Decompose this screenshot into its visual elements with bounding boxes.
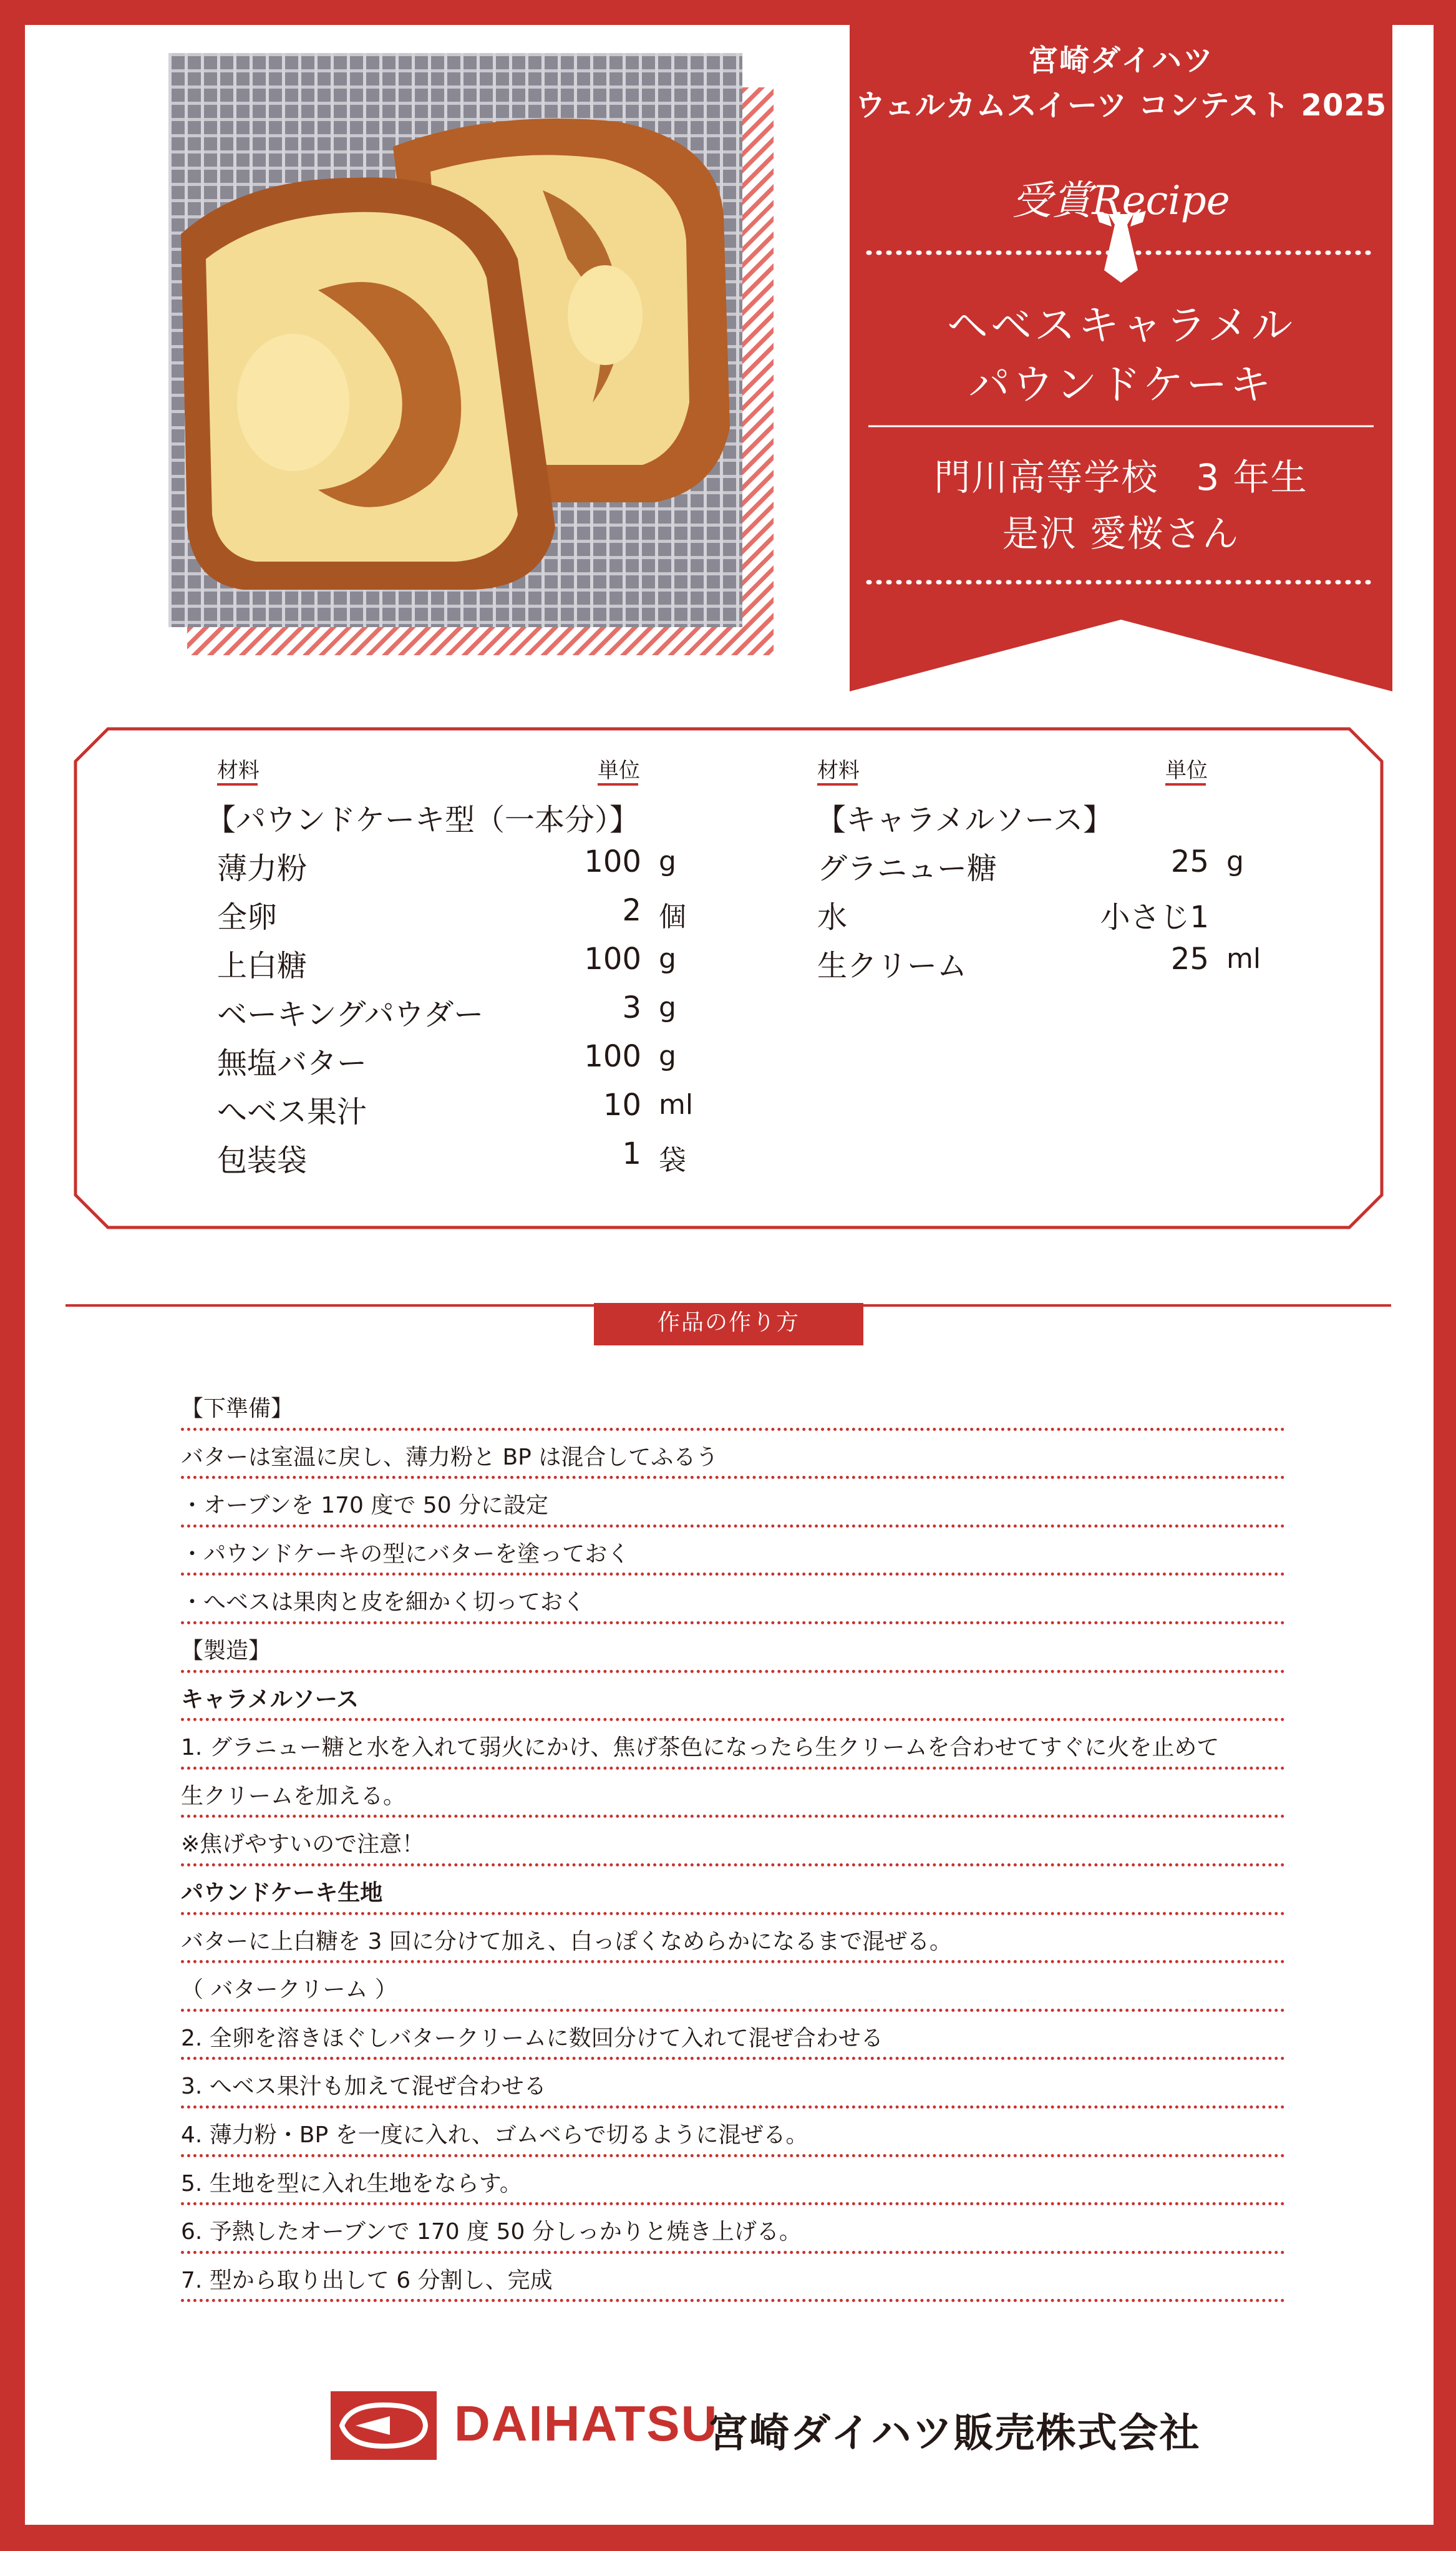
ingredient-qty: 2 xyxy=(622,893,641,928)
step-line: （ バタークリーム ） xyxy=(181,1963,1285,2012)
ingredient-qty: 100 xyxy=(584,844,641,879)
ingredient-qty: 3 xyxy=(622,990,641,1025)
step-subheading: パウンドケーキ生地 xyxy=(181,1866,1285,1915)
frame-top xyxy=(0,0,1456,25)
ingredient-name: 薄力粉 xyxy=(217,851,308,886)
author-name: 是沢 愛桜さん xyxy=(1002,512,1240,555)
ingredients-panel xyxy=(74,727,1384,1229)
ingredient-qty: 25 xyxy=(1170,844,1209,879)
step-line: 3. へベス果汁も加えて混ぜ合わせる xyxy=(181,2060,1285,2109)
frame-right xyxy=(1434,0,1456,2551)
ingredient-qty: 100 xyxy=(584,1039,641,1074)
recipe-title-line1: ヘベスキャラメル xyxy=(946,301,1296,349)
step-line: 6. 予熱したオーブンで 170 度 50 分しっかりと焼き上げる。 xyxy=(181,2205,1285,2254)
step-line: 【製造】 xyxy=(181,1624,1285,1673)
material-label-left: 材料 xyxy=(217,758,260,783)
ingredient-name: 生クリーム xyxy=(817,949,968,983)
ingredient-unit: g xyxy=(659,992,676,1023)
ingredient-heading-right: 【キャラメルソース】 xyxy=(816,802,1114,837)
ingredient-unit: g xyxy=(659,846,676,877)
step-line: 【下準備】 xyxy=(181,1382,1285,1431)
step-line: ・へベスは果肉と皮を細かく切っておく xyxy=(181,1576,1285,1624)
step-line: バターに上白糖を 3 回に分けて加え、白っぽくなめらかになるまで混ぜる。 xyxy=(181,1915,1285,1964)
method-title: 作品の作り方 xyxy=(594,1303,863,1345)
ingredient-name: 上白糖 xyxy=(217,949,308,983)
frame-bottom xyxy=(0,2525,1456,2551)
material-label-right: 材料 xyxy=(817,758,860,783)
brand-wordmark: DAIHATSU xyxy=(454,2396,719,2451)
ingredient-heading-left: 【パウンドケーキ型（一本分）】 xyxy=(206,802,640,837)
step-line: 1. グラニュー糖と水を入れて弱火にかけ、焦げ茶色になったら生クリームを合わせてすぐに火を止めて xyxy=(181,1721,1285,1770)
ingredient-name: グラニュー糖 xyxy=(817,851,997,886)
contest-name-line2: ウェルカムスイーツ コンテスト 2025 xyxy=(855,88,1387,123)
daihatsu-logo-icon xyxy=(331,2391,437,2460)
unit-label-right: 単位 xyxy=(1165,758,1208,783)
ingredient-unit: g xyxy=(1226,846,1244,877)
contest-name-line1: 宮崎ダイハツ xyxy=(1027,43,1215,78)
company-name: 宮崎ダイハツ販売株式会社 xyxy=(708,2411,1201,2457)
step-line: ・パウンドケーキの型にバターを塗っておく xyxy=(181,1528,1285,1576)
ingredient-name: へベス果汁 xyxy=(217,1095,367,1129)
ingredient-name: 水 xyxy=(817,900,848,935)
ingredient-qty: 1 xyxy=(622,1136,641,1171)
ingredient-unit: ml xyxy=(1226,943,1261,975)
step-line: 5. 生地を型に入れ生地をならす。 xyxy=(181,2157,1285,2206)
ingredient-unit: g xyxy=(659,943,676,975)
title-banner xyxy=(850,24,1392,691)
method-steps xyxy=(181,1382,1285,2302)
step-line: ※焦げやすいので注意！ xyxy=(181,1818,1285,1866)
step-line: 生クリームを加える。 xyxy=(181,1770,1285,1818)
step-line: 2. 全卵を溶きほぐしバタークリームに数回分けて入れて混ぜ合わせる xyxy=(181,2012,1285,2061)
ingredient-name: ベーキングパウダー xyxy=(217,997,484,1032)
step-line: ・オーブンを 170 度で 50 分に設定 xyxy=(181,1479,1285,1528)
step-line: 4. 薄力粉・BP を一度に入れ、ゴムベらで切るように混ぜる。 xyxy=(181,2109,1285,2157)
step-line: バターは室温に戻し、薄力粉と BP は混合してふるう xyxy=(181,1431,1285,1480)
ingredient-qty: 100 xyxy=(584,942,641,977)
award-label: 受賞Recipe xyxy=(1012,178,1230,224)
frame-left xyxy=(0,0,25,2551)
cake-photo xyxy=(168,53,742,627)
ingredient-unit: g xyxy=(659,1040,676,1072)
ingredient-name: 全卵 xyxy=(217,900,278,935)
ingredient-name: 包装袋 xyxy=(217,1143,308,1178)
unit-label-left: 単位 xyxy=(598,758,640,783)
ingredient-qty: 25 xyxy=(1170,942,1209,977)
school-name: 門川高等学校 3 年生 xyxy=(934,456,1308,499)
ingredient-qty: 10 xyxy=(603,1088,641,1123)
recipe-title-line2: パウンドケーキ xyxy=(968,361,1274,409)
step-subheading: キャラメルソース xyxy=(181,1673,1285,1722)
ingredient-unit: ml xyxy=(659,1089,694,1121)
step-line: 7. 型から取り出して 6 分割し、完成 xyxy=(181,2254,1285,2303)
ingredient-unit: 袋 xyxy=(659,1144,686,1176)
ingredient-unit: 個 xyxy=(659,901,686,933)
ingredient-name: 無塩バター xyxy=(217,1046,367,1081)
ingredient-qty: 小さじ1 xyxy=(1100,900,1209,935)
